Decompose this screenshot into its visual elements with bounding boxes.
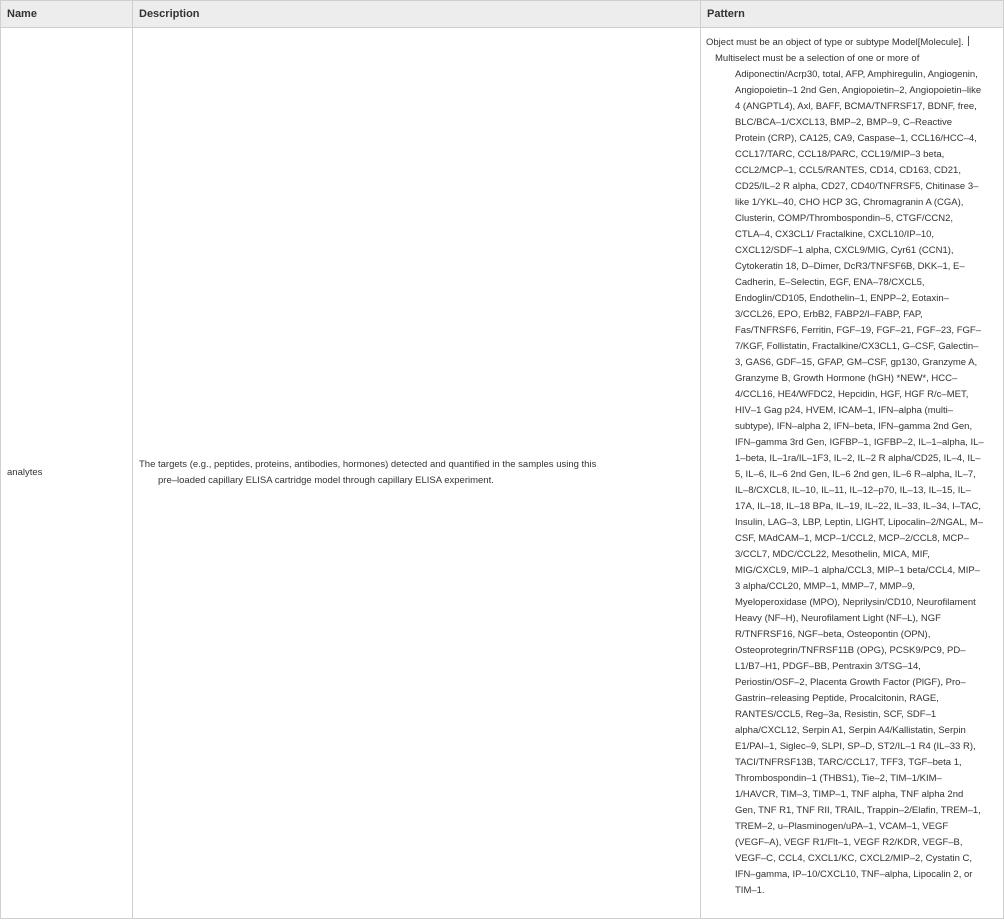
header-row (1, 1, 1004, 28)
pattern-multiselect-text: Multiselect must be a selection of one or more of (715, 53, 920, 64)
table-row (1, 28, 1004, 919)
text-cursor (968, 36, 969, 46)
pattern-values-list: Adiponectin/Acrp30, total, AFP, Amphiregulin, Angiogenin, Angiopoietin–1 2nd Gen, Angiopoietin–2, Angiopoietin–like 4 (ANGPTL4), Axl, BAFF, BCMA/TNFRSF17, BDNF, free, BLC/BCA–1/CXCL13, BMP–2, BMP–9, C–Reactive Protein (CRP), CA125, CA9, Caspase–1, CCL16/HCC–4, CCL17/TARC, CCL18/PARC, CCL19/MIP–3 beta, CCL2/MCP–1, CCL5/RANTES, CD14, CD163, CD21, CD25/IL–2 R alpha, CD27, CD40/TNFRSF5, Chitinase 3–like 1/YKL–40, CHO HCP 3G, Chromagranin A (CGA), Clusterin, COMP/Thrombospondin–5, CTGF/CCN2, CTLA–4, CX3CL1/ Fractalkine, CXCL10/IP–10, CXCL12/SDF–1 alpha, CXCL9/MIG, Cyr61 (CCN1), Cytokeratin 18, D–Dimer, DcR3/TNFSF6B, DKK–1, E–Cadherin, E–Selectin, EGF, ENA–78/CXCL5, Endoglin/CD105, Endothelin–1, ENPP–2, Eotaxin–3/CCL26, EPO, ErbB2, FABP2/I–FABP, FAP, Fas/TNFRSF6, Ferritin, FGF–19, FGF–21, FGF–23, FGF–7/KGF, Follistatin, Fractalkine/CX3CL1, G–CSF, Galectin–3, GAS6, GDF–15, GFAP, GM–CSF, gp130, Granzyme A, Granzyme B, Growth Hormone (hGH) *NEW*, HCC–4/CCL16, HE4/WFDC2, Hepcidin, HGF, HGF R/c–MET, HIV–1 Gag p24, HVEM, ICAM–1, IFN–alpha (multi–subtype), IFN–alpha 2, IFN–beta, IFN–gamma 2nd Gen, IFN–gamma 3rd Gen, IGFBP–1, IGFBP–2, IL–1–alpha, IL–1–beta, IL–1ra/IL–1F3, IL–2, IL–2 R alpha/CD25, IL–4, IL–5, IL–6, IL–6 2nd Gen, IL–6 2nd gen, IL–6 R–alpha, IL–7, IL–8/CXCL8, IL–10, IL–11, IL–12–p70, IL–13, IL–15, IL–17A, IL–18, IL–18 BPa, IL–19, IL–22, IL–33, IL–34, I–TAC, Insulin, LAG–3, LBP, Leptin, LIGHT, Lipocalin–2/NGAL, M–CSF, MAdCAM–1, MCP–1/CCL2, MCP–2/CCL8, MCP–3/CCL7, MDC/CCL22, Mesothelin, MICA, MIF, MIG/CXCL9, MIP–1 alpha/CCL3, MIP–1 beta/CCL4, MIP–3 alpha/CCL20, MMP–1, MMP–7, MMP–9, Myeloperoxidase (MPO), Neprilysin/CD10, Neurofilament Heavy (NF–H), Neurofilament Light (NF–L), NGF R/TNFRSF16, NGF–beta, Osteopontin (OPN), Osteoprotegrin/TNFRSF11B (OPG), PCSK9/PC9, PD–L1/B7–H1, PDGF–BB, Pentraxin 3/TSG–14, Periostin/OSF–2, Placenta Growth Factor (PlGF), Pro–Gastrin–releasing Peptide, Procalcitonin, RAGE, RANTES/CCL5, Reg–3a, Resistin, SCF, SDF–1 alpha/CXCL12, Serpin A1, Serpin A4/Kallistatin, Serpin E1/PAI–1, Siglec–9, SLPI, SP–D, ST2/IL–1 R4 (IL–33 R), TACI/TNFRSF13B, TARC/CCL17, TFF3, TGF–beta 1, Thrombospondin–1 (THBS1), Tie–2, TIM–1/KIM–1/HAVCR, TIM–3, TIMP–1, TNF alpha, TNF alpha 2nd Gen, TNF R1, TNF RII, TRAIL, Trappin–2/Elafin, TREM–1, TREM–2, u–Plasminogen/uPA–1, VCAM–1, VEGF (VEGF–A), VEGF R1/Flt–1, VEGF R2/KDR, VEGF–B, VEGF–C, CCL4, CXCL1/KC, CXCL2/MIP–2, Cystatin C, IFN–gamma, IP–10/CXCL10, TNF–alpha, Lipocalin 2, or TIM–1. (735, 69, 984, 896)
cell-name: analytes (1, 28, 133, 919)
cell-description (133, 28, 701, 919)
pattern-object-line (706, 35, 999, 51)
header-pattern: Pattern (701, 1, 1004, 28)
cell-pattern (701, 28, 1004, 919)
description-text: The targets (e.g., peptides, proteins, antibodies, hormones) detected and quantified in the samples using this pre–loaded capillary ELISA cartridge model through capillary ELISA experiment. (139, 459, 597, 486)
header-name: Name (1, 1, 133, 28)
header-description: Description (133, 1, 701, 28)
pattern-object-text: Object must be an object of type or subtype Model[Molecule]. (706, 37, 964, 48)
